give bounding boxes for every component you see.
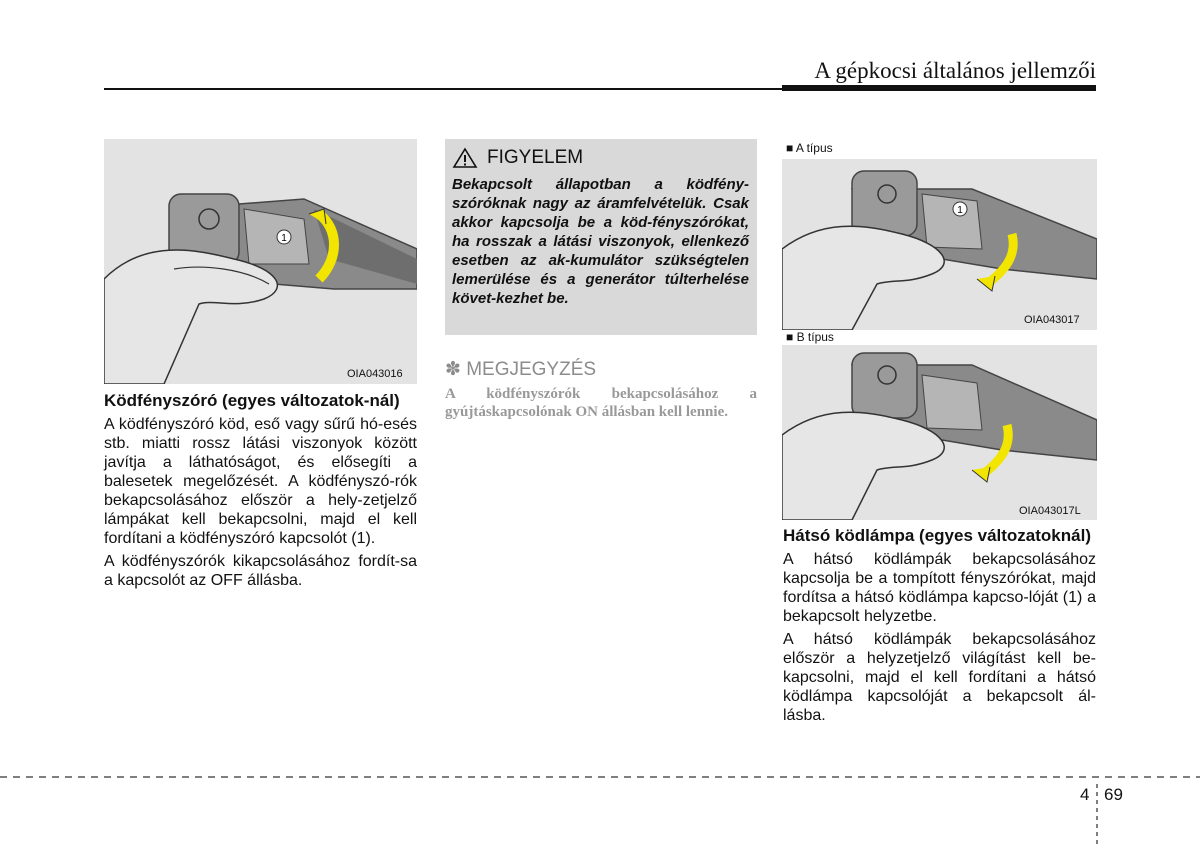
header-rule-accent bbox=[782, 85, 1096, 91]
switch-drawing bbox=[104, 139, 417, 384]
footer-vertical-dashes bbox=[1096, 784, 1098, 844]
fog-light-switch-illustration bbox=[104, 139, 417, 384]
paragraph: A ködfényszóró köd, eső vagy sűrű hó-esés stb. miatti rossz látási viszonyok között javítja a láthatóságot, és elősegíti a balesetek megelőzését. A ködfényszó-rók bekapcsolásához először a hely-zetjelző lámpákat kell bekapcsolni, majd el kell fordítani a ködfényszóró kapcsolót (1). bbox=[104, 416, 417, 547]
warning-title: FIGYELEM bbox=[487, 147, 584, 168]
figure-code: OIA043016 bbox=[347, 368, 403, 380]
left-column-text bbox=[104, 390, 417, 594]
warning-text: Bekapcsolt állapotban a ködfény-szóróknak nagy az áramfelvételük. Csak akkor kapcsolja be a köd-fényszórókat, ha rosszak a látási viszonyok, ellenkező esetben az ak-kumulátor szükségtelen lemerülése és a generátor túlterhelése követ-kezhet be. bbox=[452, 176, 749, 307]
note-text: A ködfényszórók bekapcsolásához a gyújtáskapcsolónak ON állásban kell lennie. bbox=[445, 386, 757, 420]
paragraph: A hátsó ködlámpák bekapcsolásához kapcsolja be a tompított fényszórókat, majd fordítsa a hátsó ködlámpa kapcso-lóját (1) a bekapcsolt helyzetbe. bbox=[783, 551, 1096, 625]
figure-code-b: OIA043017L bbox=[1019, 505, 1081, 517]
page-header-title: A gépkocsi általános jellemzői bbox=[814, 58, 1096, 83]
warning-icon bbox=[452, 147, 478, 169]
type-a-label: ■ A típus bbox=[786, 141, 833, 155]
right-column-text bbox=[783, 525, 1096, 729]
switch-position-label: 1 bbox=[957, 205, 963, 216]
switch-drawing-a bbox=[782, 139, 1097, 330]
paragraph: A hátsó ködlámpák bekapcsolásához először a helyzetjelző világítást kell be-kapcsolni, majd el kell fordítani a hátsó ködlámpa kapcsolóját a bekapcsolt ál-lásba. bbox=[783, 631, 1096, 724]
footer-dashed-rule bbox=[0, 776, 1200, 778]
figure-code-a: OIA043017 bbox=[1024, 314, 1080, 326]
rear-fog-switch-illustration-b bbox=[782, 345, 1097, 520]
section-heading: Ködfényszóró (egyes változatok-nál) bbox=[104, 391, 400, 410]
page-number: 69 bbox=[1104, 785, 1123, 804]
type-b-label: ■ B típus bbox=[786, 330, 834, 344]
note-title: ✽ MEGJEGYZÉS bbox=[445, 359, 597, 380]
switch-position-label: 1 bbox=[281, 233, 287, 244]
chapter-number: 4 bbox=[1080, 785, 1090, 804]
switch-drawing-b bbox=[782, 345, 1097, 520]
rear-fog-switch-illustration-a bbox=[782, 139, 1097, 330]
section-heading: Hátsó ködlámpa (egyes változatoknál) bbox=[783, 526, 1091, 545]
paragraph: A ködfényszórók kikapcsolásához fordít-sa a kapcsolót az OFF állásba. bbox=[104, 553, 417, 589]
